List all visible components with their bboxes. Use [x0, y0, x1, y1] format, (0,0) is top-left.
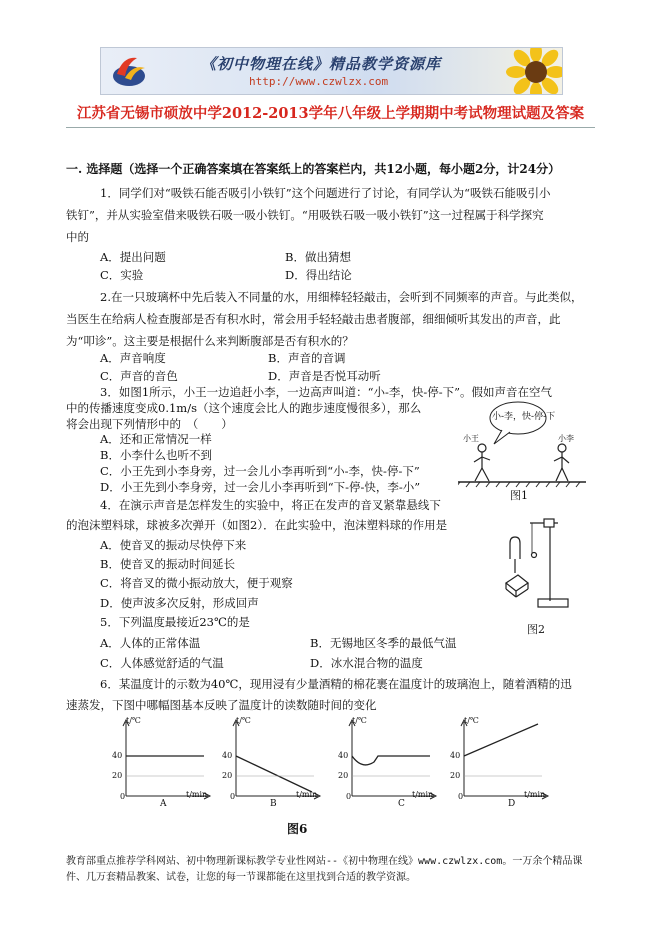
fig1-label-left: 小王 — [463, 434, 479, 443]
graph-d-y-label: t/℃ — [464, 716, 479, 725]
person-xiaoli-icon — [554, 444, 569, 481]
q2-line3: 为“叩诊”。这主要是根据什么来判断腹部是否有积水的？ — [66, 334, 354, 348]
q4-option-b: B．使音叉的振动时间延长 — [100, 557, 235, 571]
graph-c-y-label: t/℃ — [352, 716, 367, 725]
q2-line2: 当医生在给病人检查腹部是否有积水时，常会用手轻轻敲击患者腹部，细细倾听其发出的声音，此 — [66, 312, 561, 326]
figure-2 — [498, 513, 578, 613]
footer — [66, 854, 606, 886]
graph-a-x-label: t/min — [186, 790, 208, 799]
q3-line1: 3．如图1所示，小王一边追赶小李，一边高声叫道：“小-李，快-停-下”。假如声音在空气 — [100, 385, 553, 399]
q1-line1: 1．同学们对“吸铁石能否吸引小铁钉”这个问题进行了讨论，有同学认为“吸铁石能吸引小 — [100, 186, 551, 200]
graph-c-tick-20: 20 — [338, 771, 349, 780]
q5-option-a: A．人体的正常体温 — [100, 636, 201, 650]
graph-c-label: C — [398, 799, 405, 809]
graph-c-origin: 0 — [346, 792, 352, 801]
graph-b-y-label: t/℃ — [236, 716, 251, 725]
site-logo-icon — [109, 52, 149, 90]
q4-option-a: A．使音叉的振动尽快停下来 — [100, 538, 247, 552]
q5-line1: 5．下列温度最接近23℃的是 — [100, 615, 250, 629]
q5-option-d: D．冰水混合物的温度 — [310, 656, 423, 670]
fig1-label-right: 小李 — [558, 434, 574, 443]
graph-a-label: A — [160, 799, 167, 809]
graph-d-tick-40: 40 — [450, 751, 461, 760]
footer-line2: 件、几万套精品教案、试卷，让您的每一节课都能在这里找到合适的教学资源。 — [66, 872, 416, 883]
fig2-caption: 图2 — [527, 623, 545, 636]
graph-d-tick-20: 20 — [450, 771, 461, 780]
document-title: 江苏省无锡市硕放中学2012-2013学年八年级上学期期中考试物理试题及答案 — [76, 105, 585, 122]
fig6-caption: 图6 — [287, 822, 308, 836]
q4-option-c: C．将音叉的微小振动放大，便于观察 — [100, 576, 293, 590]
q4-line2: 的泡沫塑料球，球被多次弹开（如图2）．在此实验中，泡沫塑料球的作用是 — [66, 518, 448, 532]
q1-option-d: D．得出结论 — [285, 268, 352, 282]
q1-option-a: A．提出问题 — [100, 250, 166, 264]
graph-c-tick-40: 40 — [338, 751, 349, 760]
q2-option-b: B．声音的音调 — [268, 351, 346, 365]
q1-line2: 铁钉”，并从实验室借来吸铁石吸一吸小铁钉。“用吸铁石吸一吸小铁钉”这一过程属于科学探究 — [66, 208, 544, 222]
q3-option-c: C．小王先到小李身旁，过一会儿小李再听到“小-李，快-停-下” — [100, 464, 420, 478]
q2-line1: 2.在一只玻璃杯中先后装入不同量的水，用细棒轻轻敲击，会听到不同频率的声音。与此类似， — [100, 290, 583, 304]
graph-b-tick-40: 40 — [222, 751, 233, 760]
q3-option-b: B．小李什么也听不到 — [100, 448, 212, 462]
graph-d-label: D — [508, 799, 516, 809]
graph-d-x-label: t/min — [524, 790, 546, 799]
graph-a-tick-40: 40 — [112, 751, 123, 760]
header-banner — [100, 47, 563, 95]
graph-c-x-label: t/min — [412, 790, 434, 799]
graph-a-origin: 0 — [120, 792, 126, 801]
q4-line1: 4．在演示声音是怎样发生的实验中，将正在发声的音叉紧靠悬线下 — [100, 498, 441, 512]
footer-line1: 教育部重点推荐学科网站、初中物理新课标教学专业性网站--《初中物理在线》www.czwlzx.com。一万余个精品课 — [66, 856, 583, 867]
q3-line2: 中的传播速度变成0.1m/s（这个速度会比人的跑步速度慢很多），那么 — [66, 401, 422, 415]
q1-line3: 中的 — [66, 230, 89, 244]
divider — [66, 127, 595, 128]
q6-line2: 速蒸发，下图中哪幅图基本反映了温度计的读数随时间的变化 — [66, 698, 377, 712]
section-heading: 一. 选择题（选择一个正确答案填在答案纸上的答案栏内，共12小题，每小题2分，计24分） — [66, 162, 561, 176]
banner-title: 《初中物理在线》精品教学资源库 — [201, 55, 442, 73]
graph-b-tick-20: 20 — [222, 771, 233, 780]
sunflower-icon — [506, 47, 563, 95]
q3-line3: 将会出现下列情形中的 （ ） — [66, 417, 233, 431]
q1-option-b: B．做出猜想 — [285, 250, 351, 264]
banner-url[interactable]: http://www.czwlzx.com — [249, 75, 389, 88]
graph-a-y-label: t/℃ — [126, 716, 141, 725]
q2-option-d: D．声音是否悦耳动听 — [268, 369, 381, 383]
graph-a-tick-20: 20 — [112, 771, 123, 780]
q5-option-c: C．人体感觉舒适的气温 — [100, 656, 224, 670]
q5-option-b: B．无锡地区冬季的最低气温 — [310, 636, 457, 650]
q6-line1: 6．某温度计的示数为40℃，现用浸有少量酒精的棉花裹在温度计的玻璃泡上，随着酒精的迅 — [100, 677, 572, 691]
fig1-caption: 图1 — [510, 489, 528, 502]
person-xiaowang-icon — [474, 444, 490, 481]
graph-b-label: B — [270, 799, 277, 809]
q4-option-d: D．使声波多次反射，形成回声 — [100, 596, 259, 610]
q2-option-c: C．声音的音色 — [100, 369, 178, 383]
graph-d-origin: 0 — [458, 792, 464, 801]
graph-b-x-label: t/min — [296, 790, 318, 799]
q3-option-d: D．小王先到小李身旁，过一会儿小李再听到“下-停-快，李-小” — [100, 480, 421, 494]
fig1-bubble-text: 小-李，快-停-下 — [492, 412, 556, 422]
q3-option-a: A．还和正常情况一样 — [100, 432, 212, 446]
graph-b-origin: 0 — [230, 792, 236, 801]
q2-option-a: A．声音响度 — [100, 351, 166, 365]
q1-option-c: C．实验 — [100, 268, 144, 282]
